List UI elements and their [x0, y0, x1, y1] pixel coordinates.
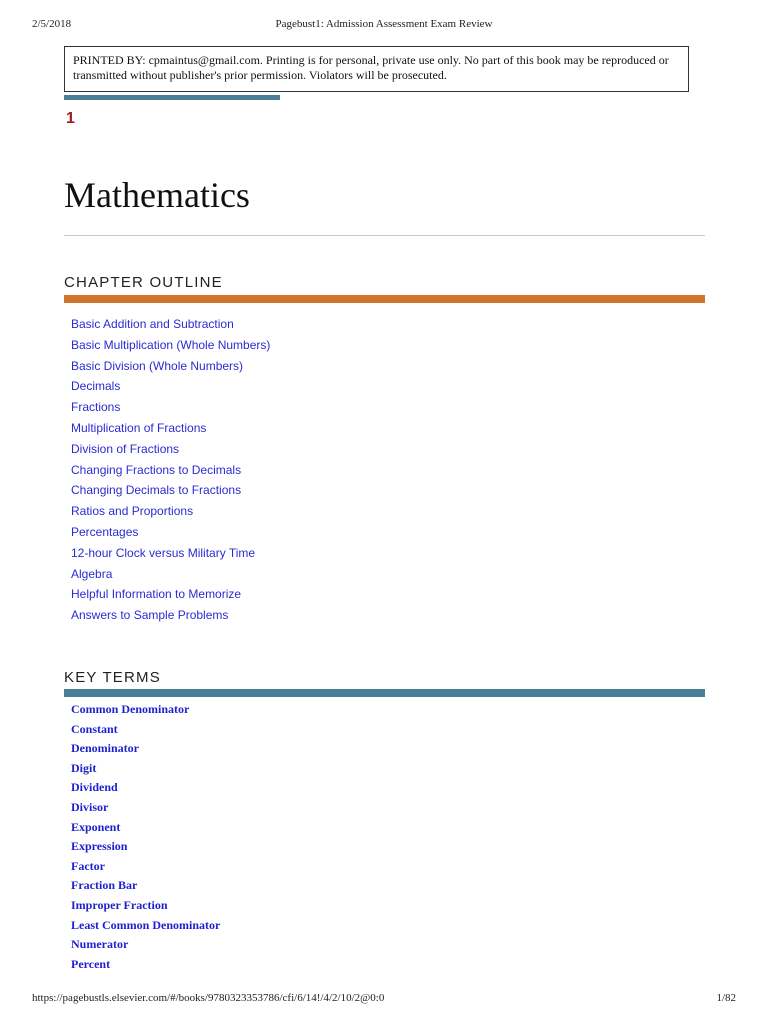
print-page-number: 1/82 [716, 992, 736, 1004]
print-document-title: Pagebust1: Admission Assessment Exam Review [275, 18, 493, 30]
chapter-title: Mathematics [64, 175, 250, 215]
key-term-link[interactable]: Least Common Denominator [71, 917, 221, 932]
outline-link[interactable]: 12-hour Clock versus Military Time [71, 545, 256, 560]
chapter-outline-heading: CHAPTER OUTLINE [64, 274, 223, 291]
print-header [0, 18, 768, 32]
chapter-outline-bar [64, 295, 705, 303]
outline-link[interactable]: Basic Division (Whole Numbers) [71, 358, 244, 373]
chapter-outline-list [71, 314, 270, 626]
key-term-link[interactable]: Dividend [71, 780, 118, 795]
outline-link[interactable]: Basic Multiplication (Whole Numbers) [71, 337, 271, 352]
key-term-link[interactable]: Divisor [71, 799, 109, 814]
key-term-link[interactable]: Denominator [71, 741, 139, 756]
outline-link[interactable]: Algebra [71, 566, 113, 581]
key-term-link[interactable]: Digit [71, 760, 97, 775]
key-term-link[interactable]: Factor [71, 858, 105, 873]
outline-link[interactable]: Answers to Sample Problems [71, 608, 229, 623]
key-term-link[interactable]: Improper Fraction [71, 897, 168, 912]
key-term-link[interactable]: Constant [71, 721, 118, 736]
print-date: 2/5/2018 [32, 18, 72, 30]
notice-accent-bar [64, 95, 280, 100]
print-url: https://pagebustls.elsevier.com/#/books/9780323353786/cfi/6/14!/4/2/10/2@0:0 [32, 992, 385, 1004]
key-term-link[interactable]: Common Denominator [71, 702, 190, 716]
print-notice: PRINTED BY: cpmaintus@gmail.com. Printing is for personal, private use only. No part of this book may be reproduced or transmitted without publisher's prior permission. Violators will be prosecuted. [64, 46, 689, 92]
key-term-link[interactable]: Numerator [71, 937, 129, 952]
chapter-number: 1 [66, 110, 75, 127]
outline-link[interactable]: Basic Addition and Subtraction [71, 317, 234, 331]
outline-link[interactable]: Decimals [71, 379, 121, 394]
key-term-link[interactable]: Expression [71, 839, 128, 854]
outline-link[interactable]: Percentages [71, 524, 139, 539]
outline-link[interactable]: Changing Decimals to Fractions [71, 483, 242, 498]
key-terms-bar [64, 689, 705, 697]
outline-link[interactable]: Helpful Information to Memorize [71, 587, 242, 602]
outline-link[interactable]: Ratios and Proportions [71, 504, 194, 519]
key-terms-heading: KEY TERMS [64, 669, 161, 686]
key-term-link[interactable]: Fraction Bar [71, 878, 138, 893]
outline-link[interactable]: Multiplication of Fractions [71, 420, 207, 435]
outline-link[interactable]: Changing Fractions to Decimals [71, 462, 242, 477]
key-term-link[interactable]: Percent [71, 956, 111, 971]
outline-link[interactable]: Fractions [71, 400, 121, 415]
title-divider [64, 235, 705, 236]
key-terms-list [71, 700, 220, 974]
outline-link[interactable]: Division of Fractions [71, 441, 180, 456]
key-term-link[interactable]: Exponent [71, 819, 121, 834]
print-footer [0, 992, 768, 1006]
